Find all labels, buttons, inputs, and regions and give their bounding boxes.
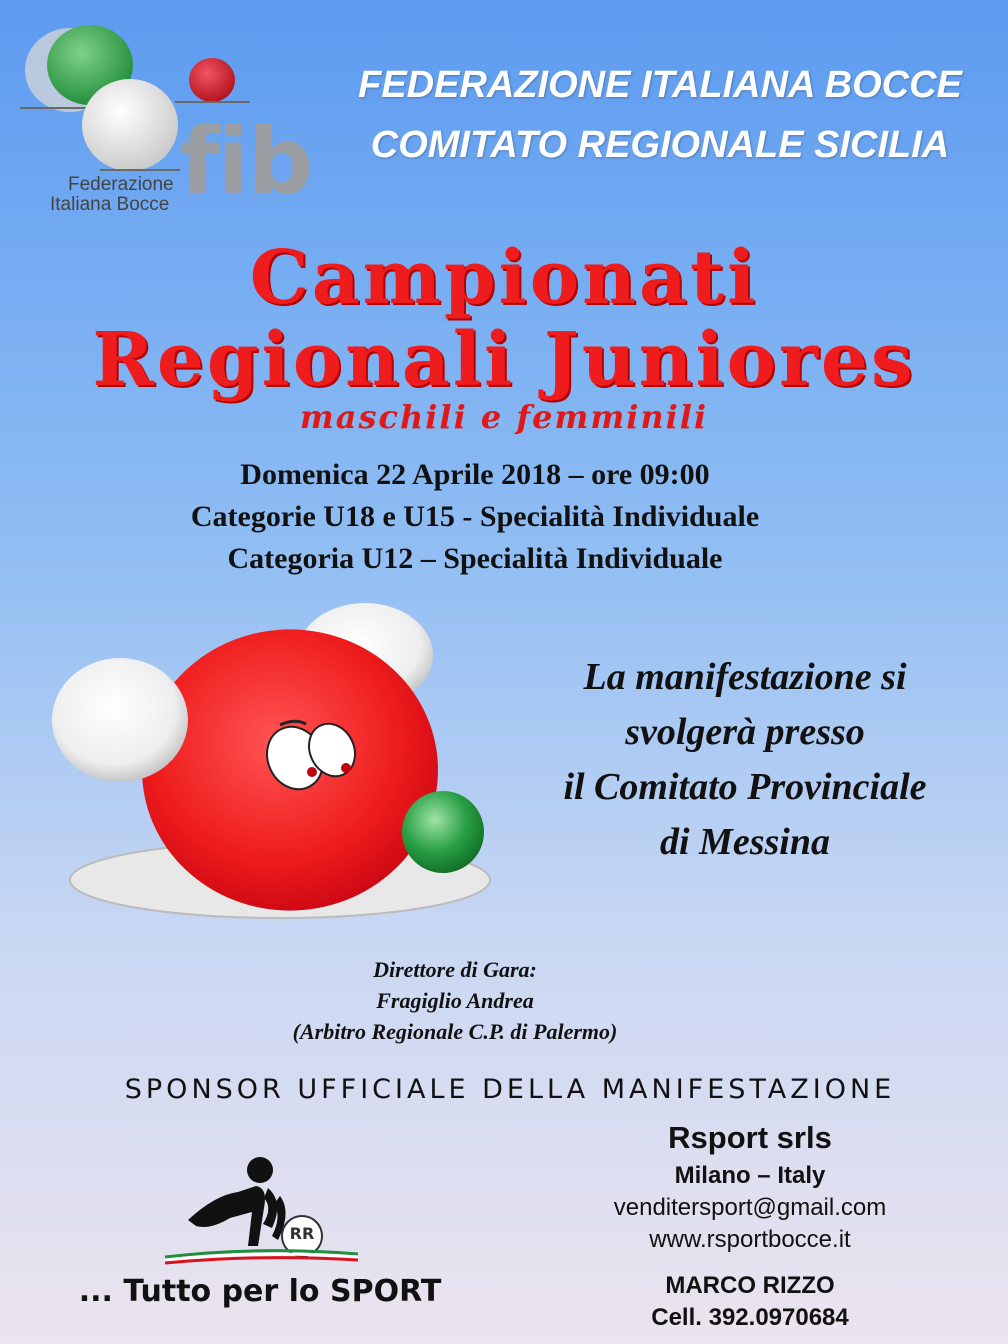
title-line1: Campionati	[249, 235, 759, 321]
director-name: Fragiglio Andrea	[376, 988, 534, 1013]
fib-caption-line1: Federazione	[68, 174, 174, 195]
categories-u18-u15: Categorie U18 e U15 - Specialità Individuale	[190, 500, 760, 533]
rsport-logo	[160, 1150, 370, 1270]
venue-line4: di Messina	[660, 821, 830, 863]
rsport-logo-mark: RR	[289, 1224, 315, 1243]
company-name: Rsport srls	[668, 1120, 832, 1155]
venue-line2: svolgerà presso	[625, 711, 865, 753]
contact-name: MARCO RIZZO	[665, 1272, 835, 1299]
venue-line1: La manifestazione si	[583, 656, 907, 698]
fib-caption-line2: Italiana Bocce	[50, 194, 170, 215]
federation-name: FEDERAZIONE ITALIANA BOCCE	[358, 64, 962, 106]
subtitle: maschili e femminili	[299, 398, 709, 436]
director-role: (Arbitro Regionale C.P. di Palermo)	[292, 1019, 618, 1044]
committee-name: COMITATO REGIONALE SICILIA	[370, 124, 950, 166]
company-website[interactable]: www.rsportbocce.it	[649, 1226, 851, 1253]
sponsor-tagline: ... Tutto per lo SPORT	[78, 1274, 442, 1309]
venue-line3: il Comitato Provinciale	[563, 766, 927, 808]
company-city: Milano – Italy	[674, 1162, 826, 1189]
categories-u12: Categoria U12 – Specialità Individuale	[227, 542, 723, 575]
title-line2: Regionali Juniores	[92, 317, 916, 403]
sponsor-heading: SPONSOR UFFICIALE DELLA MANIFESTAZIONE	[124, 1074, 896, 1105]
fib-logo	[20, 20, 340, 220]
company-email[interactable]: venditersport@gmail.com	[613, 1194, 887, 1221]
event-date: Domenica 22 Aprile 2018 – ore 09:00	[240, 458, 710, 491]
bocce-cartoon-illustration	[40, 600, 500, 930]
director-label: Direttore di Gara:	[373, 957, 537, 982]
contact-phone: Cell. 392.0970684	[651, 1304, 849, 1331]
fib-wordmark: fib	[180, 108, 312, 215]
